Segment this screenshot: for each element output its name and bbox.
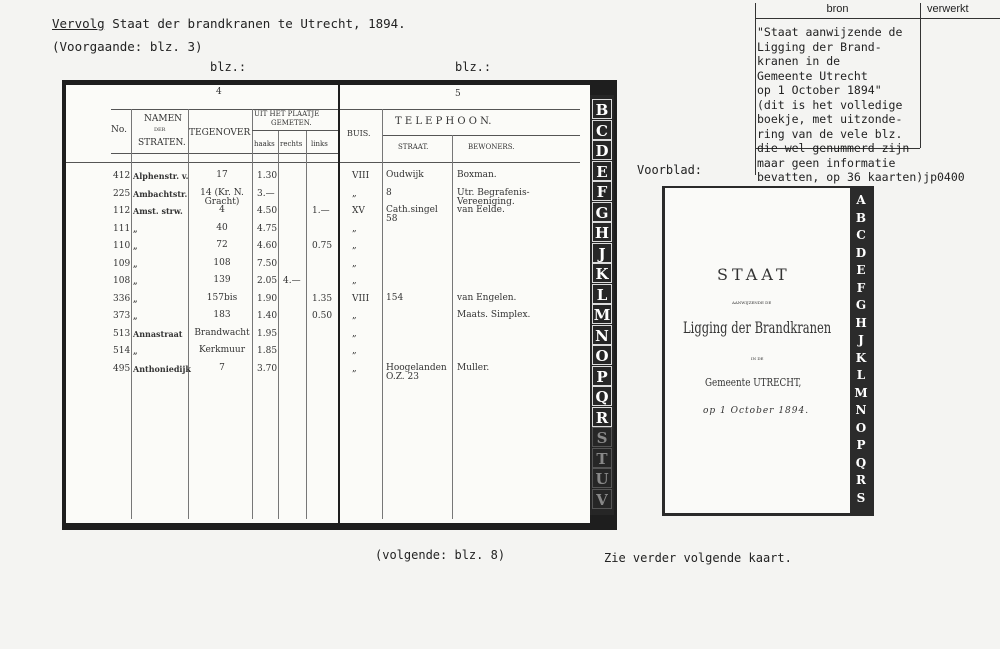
cell-buis: „ bbox=[352, 346, 357, 356]
cover-tab-l: L bbox=[856, 368, 866, 382]
cell-haaks: 4.60 bbox=[257, 241, 278, 251]
cover-tab-a: A bbox=[856, 193, 866, 207]
cell-buis: „ bbox=[352, 363, 357, 374]
index-tab-k: K bbox=[592, 263, 612, 283]
source-box-header bbox=[755, 3, 1000, 19]
cover-tab-b: B bbox=[855, 210, 867, 225]
book-page-left bbox=[66, 85, 338, 523]
cell-buis: „ bbox=[352, 276, 357, 286]
cell-naam: Ambachtstr. bbox=[133, 188, 188, 199]
cell-haaks: 4.50 bbox=[257, 206, 278, 216]
cell-no: 109 bbox=[113, 258, 131, 269]
cell-naam: Annastraat bbox=[133, 328, 183, 339]
cell-tegenover: 14 (Kr. N. Gracht) bbox=[200, 187, 244, 207]
cell-buis: „ bbox=[352, 188, 357, 199]
cell-tegenover: 183 bbox=[213, 310, 231, 320]
thumb-index-tabs bbox=[590, 95, 614, 515]
cell-naam: „ bbox=[133, 276, 138, 286]
cell-buis: VIII bbox=[352, 293, 370, 304]
cell-tegenover: 7 bbox=[219, 362, 225, 373]
cell-naam: „ bbox=[133, 346, 138, 356]
cell-haaks: 1.90 bbox=[257, 293, 278, 304]
cover-tab-h: H bbox=[855, 315, 867, 330]
cell-no: 111 bbox=[113, 223, 131, 234]
cover-aanwijzende: AANWIJZENDE DE bbox=[732, 300, 772, 305]
cell-haaks: 1.40 bbox=[257, 311, 278, 321]
see-further-note: Zie verder volgende kaart. bbox=[604, 551, 792, 565]
index-tab-s: S bbox=[592, 427, 612, 447]
cell-haaks: 1.85 bbox=[257, 346, 278, 356]
cell-haaks: 4.75 bbox=[257, 223, 278, 234]
cover-date: op 1 October 1894. bbox=[703, 406, 810, 416]
page-number-right: 5 bbox=[455, 89, 461, 99]
cell-tegenover: 108 bbox=[213, 257, 231, 268]
cell-links: 1.— bbox=[312, 206, 330, 216]
cover-in-de: IN DE bbox=[751, 356, 764, 361]
index-tab-d: D bbox=[592, 140, 612, 160]
hdr-no: No. bbox=[111, 125, 127, 135]
cell-buis: „ bbox=[352, 241, 357, 251]
cell-bewoners: Muller. bbox=[457, 362, 490, 373]
previous-page-note: (Voorgaande: blz. 3) bbox=[52, 39, 203, 54]
index-tab-c: C bbox=[592, 120, 612, 140]
index-tab-g: G bbox=[592, 202, 612, 222]
cover-staat: STAAT bbox=[717, 265, 791, 284]
cell-straat: 154 bbox=[386, 292, 404, 303]
cell-naam: Anthoniedijk bbox=[133, 363, 191, 374]
cell-haaks: 2.05 bbox=[257, 276, 278, 286]
col-verwerkt: verwerkt bbox=[927, 3, 969, 15]
cell-bewoners: Utr. Begrafenis- Vereeniging. bbox=[457, 187, 530, 207]
cover-tab-p: P bbox=[856, 438, 866, 452]
cell-no: 373 bbox=[113, 311, 131, 321]
index-tab-l: L bbox=[592, 284, 612, 304]
cell-links: 0.75 bbox=[312, 241, 333, 251]
cell-buis: „ bbox=[352, 311, 357, 321]
cell-no: 412 bbox=[113, 171, 131, 181]
index-tab-e: E bbox=[592, 161, 612, 181]
index-tab-t: T bbox=[592, 448, 612, 468]
cell-tegenover: 139 bbox=[213, 275, 231, 285]
hdr-uit-plaatje: UIT HET PLAATJE bbox=[254, 110, 320, 118]
hdr-gemeten: GEMETEN. bbox=[271, 119, 312, 127]
cell-naam: „ bbox=[133, 223, 138, 234]
hdr-straat: STRAAT. bbox=[398, 143, 429, 151]
cell-haaks: 7.50 bbox=[257, 258, 278, 269]
index-tab-q: Q bbox=[592, 386, 612, 406]
blz-right-label: blz.: bbox=[455, 60, 492, 74]
hdr-straten: STRATEN. bbox=[138, 138, 186, 148]
cover-tab-n: N bbox=[855, 403, 867, 417]
index-tab-b: B bbox=[592, 99, 612, 119]
hdr-buis: BUIS. bbox=[347, 129, 371, 138]
cell-buis: „ bbox=[352, 258, 357, 269]
hdr-namen: NAMEN bbox=[144, 114, 183, 124]
cell-tegenover: 157bis bbox=[206, 292, 238, 303]
cell-straat: Hoogelanden O.Z. 23 bbox=[386, 362, 447, 382]
cover-tab-r: R bbox=[856, 473, 866, 487]
cell-haaks: 1.95 bbox=[257, 328, 278, 339]
document-title bbox=[52, 16, 406, 31]
cell-buis: VIII bbox=[352, 171, 370, 181]
source-description: "Staat aanwijzende de Ligging der Brand- kranen in de Gemeente Utrecht op 1 October 1894" (dit is het volledige boekje, met uitzonde- ring van de vele blz. die wel genummerd zijn maar geen informatie bevatten, op 36 kaarten)jp0400 bbox=[757, 25, 965, 184]
blz-left-label: blz.: bbox=[210, 60, 247, 74]
index-tab-u: U bbox=[592, 468, 612, 488]
index-tab-m: M bbox=[593, 306, 611, 324]
cell-haaks: 1.30 bbox=[257, 171, 278, 181]
cell-haaks: 3.70 bbox=[257, 363, 278, 374]
cell-tegenover: Kerkmuur bbox=[199, 345, 245, 355]
cover-gemeente: Gemeente UTRECHT, bbox=[705, 376, 802, 389]
cell-naam: „ bbox=[133, 241, 138, 251]
hdr-telephoon: T E L E P H O O N. bbox=[395, 116, 492, 127]
hdr-haaks: haaks bbox=[254, 140, 275, 148]
cell-naam: Amst. strw. bbox=[133, 206, 183, 216]
cell-straat: Cath.singel 58 bbox=[386, 205, 438, 224]
cell-links: 1.35 bbox=[312, 293, 333, 304]
cell-tegenover: 72 bbox=[216, 240, 228, 250]
voorblad-label: Voorblad: bbox=[637, 163, 703, 177]
hdr-der: DER bbox=[154, 127, 166, 133]
cell-buis: „ bbox=[352, 223, 357, 234]
index-tab-f: F bbox=[592, 181, 612, 201]
cell-no: 112 bbox=[113, 206, 131, 216]
cell-tegenover: 40 bbox=[216, 222, 228, 233]
hdr-bewoners: BEWONERS. bbox=[468, 143, 515, 151]
cover-tab-s: S bbox=[856, 490, 866, 505]
cell-naam: Alphenstr. v. bbox=[133, 171, 189, 181]
cell-bewoners: Boxman. bbox=[457, 170, 497, 180]
cell-no: 495 bbox=[113, 363, 131, 374]
cell-tegenover: Brandwacht bbox=[194, 327, 250, 338]
cell-tegenover: 4 bbox=[219, 205, 225, 215]
cell-buis: XV bbox=[352, 206, 365, 216]
cell-no: 514 bbox=[113, 346, 131, 356]
index-tab-p: P bbox=[592, 366, 612, 386]
index-tab-h: H bbox=[592, 222, 612, 242]
cell-buis: „ bbox=[352, 328, 357, 339]
cell-bewoners: van Engelen. bbox=[457, 292, 517, 303]
cell-haaks: 3.— bbox=[257, 188, 275, 199]
page-number-left: 4 bbox=[216, 87, 222, 97]
cover-tab-o: O bbox=[855, 420, 867, 435]
cell-bewoners: van Eelde. bbox=[457, 205, 505, 215]
hdr-rechts: rechts bbox=[280, 140, 303, 148]
cover-tab-d: D bbox=[855, 245, 867, 260]
cell-rechts: 4.— bbox=[283, 276, 301, 286]
cell-straat: 8 bbox=[386, 187, 392, 198]
cell-naam: „ bbox=[133, 311, 138, 321]
cover-tab-m: M bbox=[854, 385, 868, 400]
cell-naam: „ bbox=[133, 293, 138, 304]
cell-no: 336 bbox=[113, 293, 131, 304]
cell-naam: „ bbox=[133, 258, 138, 269]
cell-tegenover: 17 bbox=[216, 170, 228, 180]
index-tab-j: J bbox=[592, 243, 612, 263]
book-page-right bbox=[340, 85, 590, 523]
hdr-tegenover: TEGENOVER bbox=[189, 128, 251, 138]
index-tab-n: N bbox=[592, 325, 612, 345]
index-tab-o: O bbox=[592, 345, 612, 365]
cover-tab-c: C bbox=[856, 228, 866, 242]
cell-no: 110 bbox=[113, 241, 131, 251]
cell-links: 0.50 bbox=[312, 311, 333, 321]
index-tab-r: R bbox=[592, 407, 612, 427]
cell-bewoners: Maats. Simplex. bbox=[457, 310, 531, 320]
next-page-note: (volgende: blz. 8) bbox=[375, 548, 506, 562]
cover-tab-f: F bbox=[856, 280, 866, 295]
col-bron: bron bbox=[826, 3, 849, 15]
cell-no: 108 bbox=[113, 276, 131, 286]
cell-no: 225 bbox=[113, 188, 131, 199]
title-rest: Staat der brandkranen te Utrecht, 1894. bbox=[104, 16, 406, 31]
cover-tab-e: E bbox=[856, 263, 866, 277]
title-vervolg: Vervolg bbox=[52, 16, 105, 31]
cover-tab-k: K bbox=[855, 350, 867, 365]
index-tab-v: V bbox=[592, 489, 612, 509]
cover-tab-j: J bbox=[858, 333, 864, 347]
cover-index-tabs bbox=[850, 188, 872, 513]
cover-page bbox=[665, 188, 850, 513]
cover-tab-g: G bbox=[855, 298, 867, 312]
cover-tab-q: Q bbox=[855, 455, 867, 470]
cell-straat: Oudwijk bbox=[386, 170, 424, 180]
cell-no: 513 bbox=[113, 328, 131, 339]
cover-ligging: Ligging der Brandkranen bbox=[683, 318, 832, 337]
hdr-links: links bbox=[311, 140, 328, 148]
